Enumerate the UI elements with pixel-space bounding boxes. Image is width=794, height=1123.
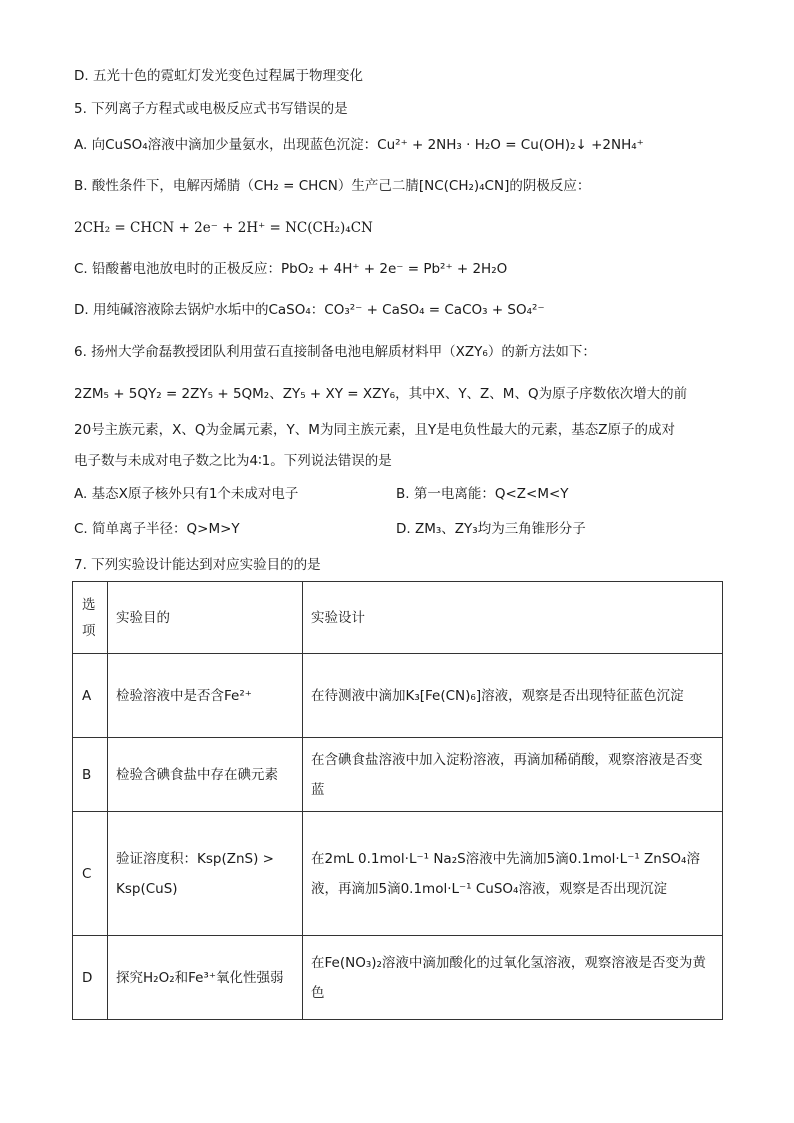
q5-option-c: C. 铅酸蓄电池放电时的正极反应：PbO₂ + 4H⁺ + 2e⁻ = Pb²⁺ + 2H₂O bbox=[74, 261, 508, 277]
table-row bbox=[73, 654, 723, 738]
q4-option-d: D. 五光十色的霓虹灯发光变色过程属于物理变化 bbox=[74, 68, 363, 84]
table-header-row bbox=[73, 582, 723, 654]
header-purpose: 实验目的 bbox=[108, 582, 303, 654]
q5-option-d: D. 用纯碱溶液除去锅炉水垢中的CaSO₄：CO₃²⁻ + CaSO₄ = CaCO₃ + SO₄²⁻ bbox=[74, 302, 545, 318]
header-design: 实验设计 bbox=[303, 582, 723, 654]
q5-option-b-equation: 2CH₂ = CHCN + 2e⁻ + 2H⁺ = NC(CH₂)₄CN bbox=[74, 220, 373, 236]
row-purpose: 验证溶度积：Ksp(ZnS) > Ksp(CuS) bbox=[108, 812, 303, 936]
experiment-table bbox=[72, 581, 723, 1020]
q6-text-line-3: 20号主族元素，X、Q为金属元素，Y、M为同主族元素，且Y是电负性最大的元素，基态Z原子的成对 bbox=[74, 422, 675, 438]
row-design: 在含碘食盐溶液中加入淀粉溶液，再滴加稀硝酸，观察溶液是否变蓝 bbox=[303, 738, 723, 812]
q6-option-c: C. 简单离子半径：Q>M>Y bbox=[74, 521, 240, 537]
row-design: 在待测液中滴加K₃[Fe(CN)₆]溶液，观察是否出现特征蓝色沉淀 bbox=[303, 654, 723, 738]
q6-option-a: A. 基态X原子核外只有1个未成对电子 bbox=[74, 486, 299, 502]
row-design: 在2mL 0.1mol·L⁻¹ Na₂S溶液中先滴加5滴0.1mol·L⁻¹ ZnSO₄溶液，再滴加5滴0.1mol·L⁻¹ CuSO₄溶液，观察是否出现沉淀 bbox=[303, 812, 723, 936]
q6-stem: 6. 扬州大学俞磊教授团队利用萤石直接制备电池电解质材料甲（XZY₆）的新方法如下： bbox=[74, 344, 596, 360]
row-design: 在Fe(NO₃)₂溶液中滴加酸化的过氧化氢溶液，观察溶液是否变为黄色 bbox=[303, 936, 723, 1020]
row-option: A bbox=[73, 654, 108, 738]
row-option: D bbox=[73, 936, 108, 1020]
q5-stem: 5. 下列离子方程式或电极反应式书写错误的是 bbox=[74, 101, 348, 117]
row-purpose: 探究H₂O₂和Fe³⁺氧化性强弱 bbox=[108, 936, 303, 1020]
table-row bbox=[73, 738, 723, 812]
row-purpose: 检验含碘食盐中存在碘元素 bbox=[108, 738, 303, 812]
q6-equation-line: 2ZM₅ + 5QY₂ = 2ZY₅ + 5QM₂、ZY₅ + XY = XZY₆，其中X、Y、Z、M、Q为原子序数依次增大的前 bbox=[74, 386, 688, 402]
q5-option-a: A. 向CuSO₄溶液中滴加少量氨水，出现蓝色沉淀：Cu²⁺ + 2NH₃ · H₂O = Cu(OH)₂↓ +2NH₄⁺ bbox=[74, 137, 644, 153]
q7-stem: 7. 下列实验设计能达到对应实验目的的是 bbox=[74, 557, 321, 573]
q5-option-b: B. 酸性条件下，电解丙烯腈（CH₂ = CHCN）生产己二腈[NC(CH₂)₄CN]的阴极反应： bbox=[74, 178, 591, 194]
table-row bbox=[73, 812, 723, 936]
q6-option-d: D. ZM₃、ZY₃均为三角锥形分子 bbox=[396, 521, 586, 537]
table-row bbox=[73, 936, 723, 1020]
row-option: B bbox=[73, 738, 108, 812]
q6-text-line-4: 电子数与未成对电子数之比为4∶1。下列说法错误的是 bbox=[74, 453, 392, 469]
header-option: 选项 bbox=[73, 582, 108, 654]
row-option: C bbox=[73, 812, 108, 936]
row-purpose: 检验溶液中是否含Fe²⁺ bbox=[108, 654, 303, 738]
q6-option-b: B. 第一电离能：Q<Z<M<Y bbox=[396, 486, 569, 502]
